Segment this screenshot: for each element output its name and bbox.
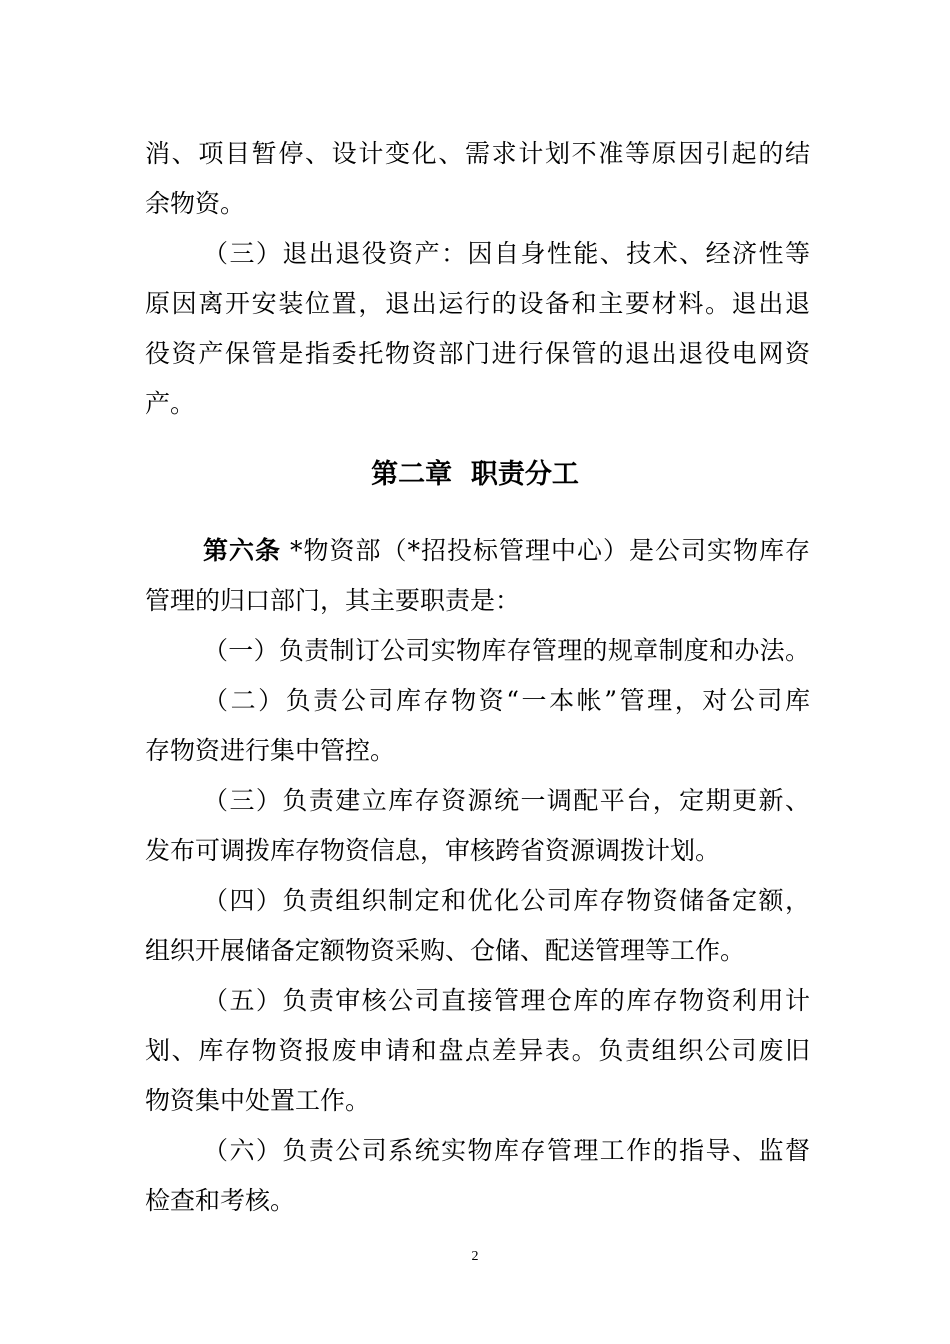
paragraph-line: 原因离开安装位置，退出运行的设备和主要材料。退出退 (145, 289, 810, 318)
article-label: 第六条 (203, 536, 282, 565)
chapter-heading: 第二章 职责分工 (371, 459, 579, 490)
list-item-line: 物资集中处置工作。 (145, 1086, 371, 1115)
paragraph-line: 役资产保管是指委托物资部门进行保管的退出退役电网资 (145, 339, 810, 368)
paragraph-line: 产。 (145, 389, 196, 418)
list-item-line: 组织开展储备定额物资采购、仓储、配送管理等工作。 (145, 936, 746, 965)
list-item-line: （五）负责审核公司直接管理仓库的库存物资利用计 (203, 986, 810, 1015)
paragraph-line: 消、项目暂停、设计变化、需求计划不准等原因引起的结 (145, 139, 810, 168)
paragraph-line: 余物资。 (145, 189, 246, 218)
list-item-line: 存物资进行集中管控。 (145, 736, 396, 765)
list-item-line: 检查和考核。 (145, 1186, 296, 1215)
list-item-line: （六）负责公司系统实物库存管理工作的指导、监督 (203, 1136, 810, 1165)
list-item-line: （四）负责组织制定和优化公司库存物资储备定额， (203, 886, 810, 915)
article-line (203, 536, 810, 566)
list-item-line: 发布可调拨库存物资信息，审核跨省资源调拨计划。 (145, 836, 721, 865)
paragraph-line: （三）退出退役资产：因自身性能、技术、经济性等 (203, 239, 810, 268)
list-item-line: 划、库存物资报废申请和盘点差异表。负责组织公司废旧 (145, 1036, 810, 1065)
article-text: *物资部（*招投标管理中心）是公司实物库存 (281, 536, 810, 565)
list-item-line: （三）负责建立库存资源统一调配平台，定期更新、 (203, 786, 810, 815)
page-number: 2 (471, 1249, 479, 1264)
list-item-line: （一）负责制订公司实物库存管理的规章制度和办法。 (203, 636, 810, 665)
list-item-line: （二）负责公司库存物资“一本帐”管理，对公司库 (203, 686, 810, 715)
article-line: 管理的归口部门，其主要职责是： (145, 586, 521, 615)
